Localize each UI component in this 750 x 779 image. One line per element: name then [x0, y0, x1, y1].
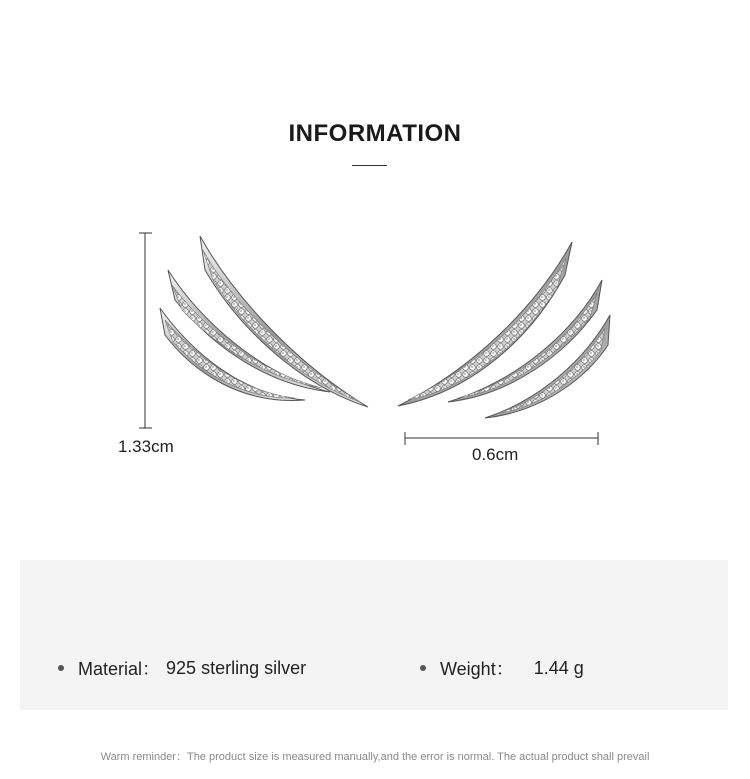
weight-label: Weight：: [440, 659, 514, 679]
material-value: 925 sterling silver: [166, 657, 307, 678]
left-earring: [160, 236, 368, 407]
right-earring: [398, 242, 610, 418]
weight-spec: [420, 655, 584, 681]
bullet-icon: [420, 665, 426, 671]
height-dimension-label: 1.33cm: [118, 437, 174, 456]
weight-value: 1.44 g: [533, 657, 584, 678]
material-spec: [58, 655, 306, 681]
width-dimension-label: 0.6cm: [472, 445, 519, 464]
warm-reminder-note: Warm reminder：The product size is measured manually,and the error is normal. The actual product shall prevail: [100, 751, 650, 763]
specs-panel: [20, 560, 728, 710]
earrings-image: [0, 225, 750, 485]
material-label: Material：: [78, 659, 161, 679]
page-title: INFORMATION: [288, 120, 462, 147]
height-dimension-line: [139, 233, 152, 428]
bullet-icon: [58, 665, 64, 671]
title-divider: [352, 165, 387, 166]
width-dimension-line: [405, 432, 598, 445]
